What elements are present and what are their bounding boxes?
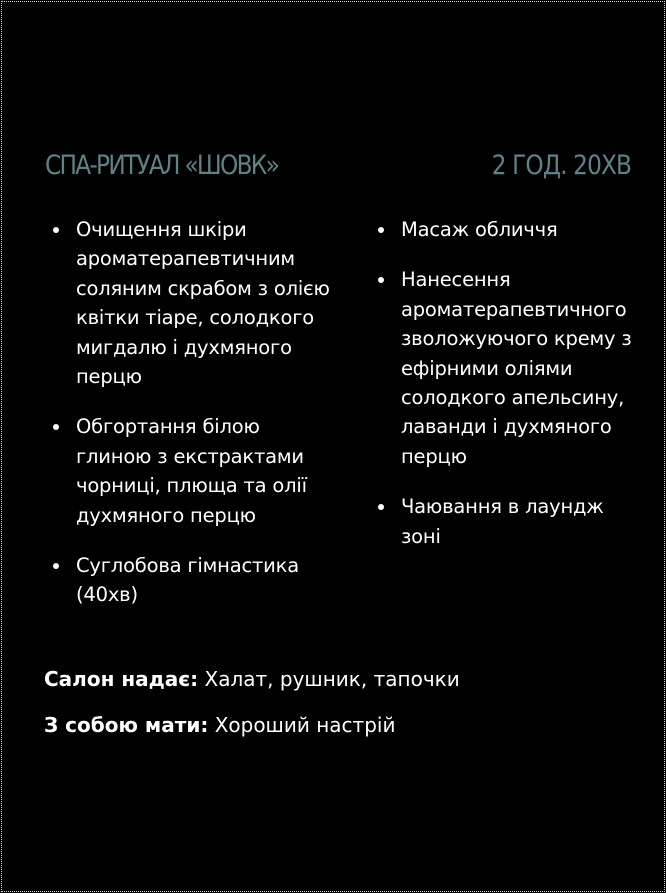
list-item-text: Нанесення ароматерапевтичного зволожуючого крему з ефірними оліями солодкого апельсину, лаванди і духмяного перцю (401, 268, 632, 468)
title-row (45, 150, 631, 190)
list-item (374, 492, 644, 551)
steps-list-right (374, 215, 644, 572)
steps-list-left (49, 215, 339, 631)
ritual-duration: 2 ГОД. 20ХВ (491, 150, 631, 181)
bring-along-label: З собою мати: (44, 713, 209, 737)
bring-along-line (44, 713, 395, 737)
salon-provides-value: Халат, рушник, тапочки (204, 667, 460, 691)
list-item (374, 215, 644, 244)
bullet-icon (378, 504, 384, 510)
bullet-icon (53, 227, 59, 233)
list-item (49, 551, 339, 610)
bullet-icon (378, 227, 384, 233)
list-item-text: Масаж обличчя (401, 218, 558, 241)
bullet-icon (53, 563, 59, 569)
list-item (49, 215, 339, 391)
salon-provides-line (44, 667, 460, 691)
list-item (49, 412, 339, 530)
list-item (374, 265, 644, 471)
bring-along-value: Хороший настрій (214, 713, 396, 737)
list-item-text: Чаювання в лаундж зоні (401, 495, 604, 548)
list-item-text: Обгортання білою глиною з екстрактами чорниці, плюща та олії духмяного перцю (76, 415, 307, 527)
list-item-text: Очищення шкіри ароматерапевтичним соляним скрабом з олією квітки тіаре, солодкого мигдалю і духмяного перцю (76, 218, 330, 389)
salon-provides-label: Салон надає: (44, 667, 199, 691)
ritual-title: СПА-РИТУАЛ «ШОВК» (45, 150, 279, 181)
bullet-icon (378, 277, 384, 283)
list-item-text: Суглобова гімнастика (40хв) (76, 554, 299, 607)
bullet-icon (53, 424, 59, 430)
